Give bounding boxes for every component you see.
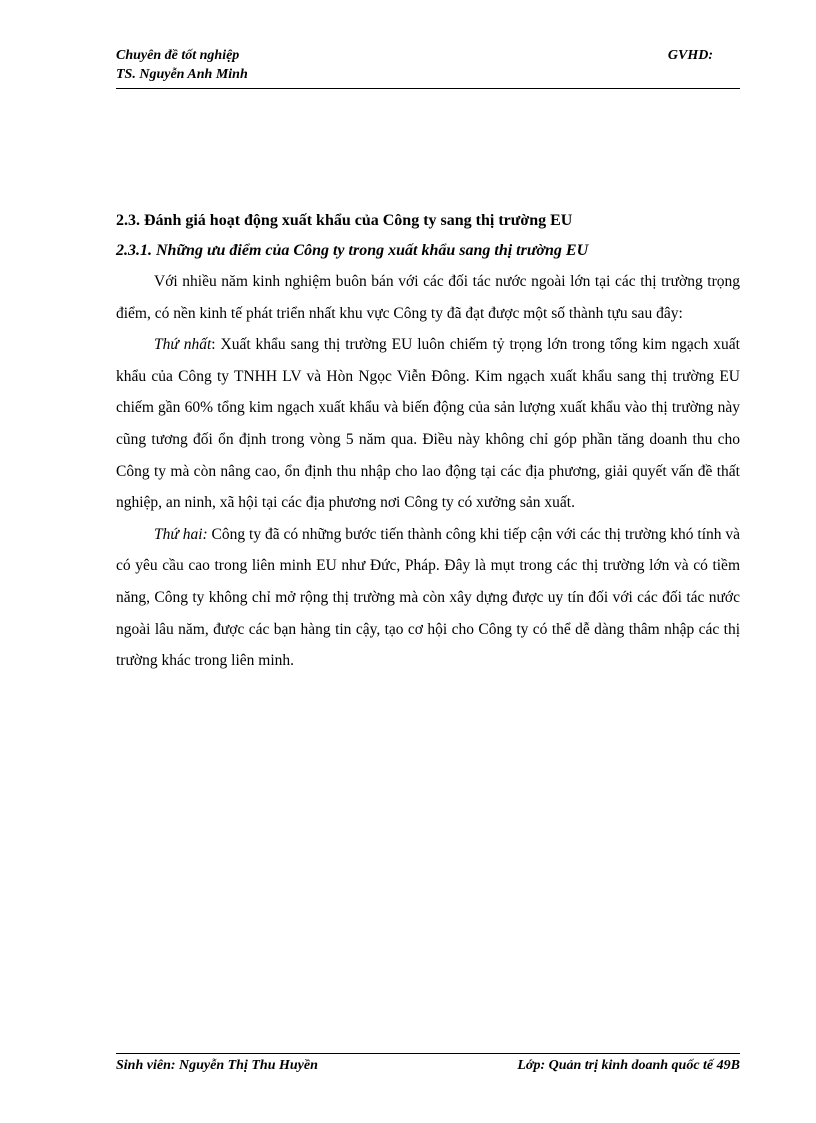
header-line-1 [116,46,740,65]
thesis-title: Chuyên đề tốt nghiệp [116,48,240,63]
student-name: Sinh viên: Nguyễn Thị Thu Huyền [116,1058,318,1073]
page-footer [116,1053,740,1074]
paragraph-second-lead: Thứ hai: [154,525,208,543]
paragraph-first [116,329,740,519]
paragraph-first-text: : Xuất khẩu sang thị trường EU luôn chiếm tỷ trọng lớn trong tổng kim ngạch xuất khẩu của Công ty TNHH LV và Hòn Ngọc Viễn Đông. Kim ngạch xuất khẩu sang thị trường EU chiếm gần 60% tổng kim ngạch xuất khẩu và biến động của sản lượng xuất khẩu vào thị trường này cũng tương đối ổn định trong vòng 5 năm qua. Điều này không chỉ góp phần tăng doanh thu cho Công ty mà còn nâng cao, ổn định thu nhập cho lao động tại các địa phương, giải quyết vấn đề thất nghiệp, an ninh, xã hội tại các địa phương nơi Công ty có xưởng sản xuất. [116,336,740,512]
intro-paragraph: Với nhiều năm kinh nghiệm buôn bán với các đối tác nước ngoài lớn tại các thị trường trọng điểm, có nền kinh tế phát triển nhất khu vực Công ty đã đạt được một số thành tựu sau đây: [116,273,740,322]
page-header [116,46,740,89]
paragraph-second [116,519,740,677]
class-name: Lớp: Quản trị kinh doanh quốc tế 49B [517,1058,740,1073]
advisor-label: GVHD: [667,48,713,63]
main-content [116,206,740,677]
paragraph-first-lead: Thứ nhất [154,336,212,354]
section-heading: 2.3. Đánh giá hoạt động xuất khẩu của Công ty sang thị trường EU [116,212,573,229]
advisor-name: TS. Nguyễn Anh Minh [116,67,248,82]
subsection-heading: 2.3.1. Những ưu điểm của Công ty trong xuất khẩu sang thị trường EU [116,242,589,259]
paragraph-second-text: Công ty đã có những bước tiến thành công khi tiếp cận với các thị trường khó tính và có yêu cầu cao trong liên minh EU như Đức, Pháp. Đây là mụt trong các thị trường lớn và có tiềm năng, Công ty không chỉ mở rộng thị trường mà còn xây dựng được uy tín đối với các đối tác nước ngoài lâu năm, được các bạn hàng tin cậy, tạo cơ hội cho Công ty có thể dễ dàng thâm nhập các thị trường khác trong liên minh. [116,525,741,670]
